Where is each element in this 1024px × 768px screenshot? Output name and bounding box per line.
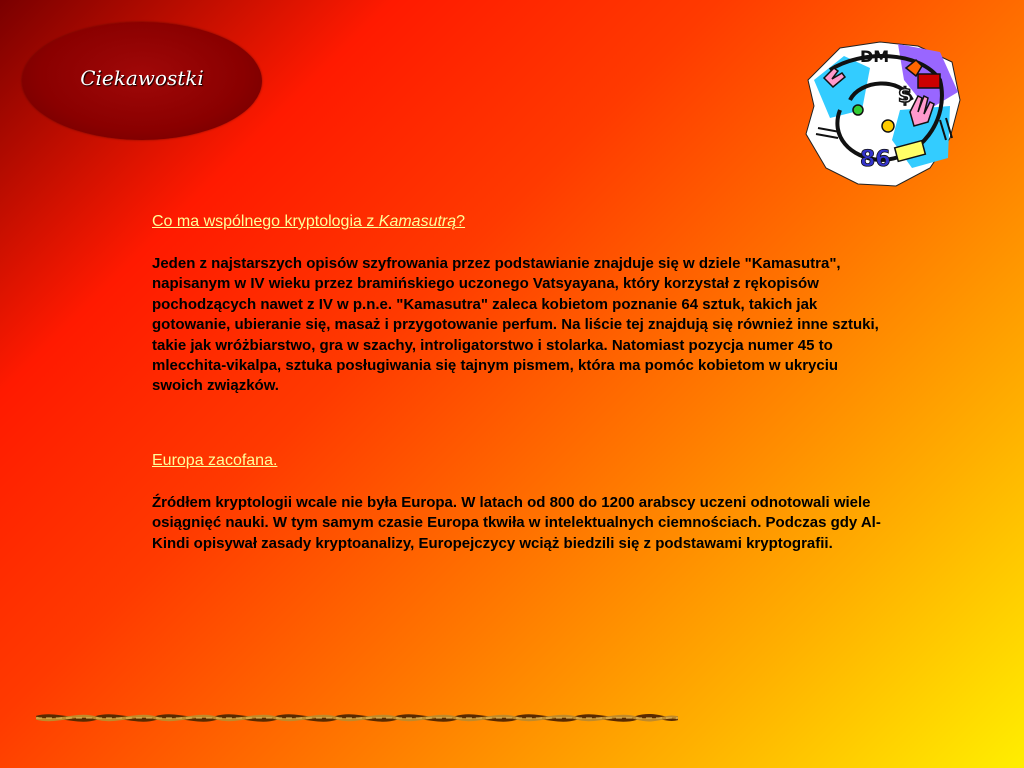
section1-heading-suffix: ?: [456, 213, 466, 230]
section2-heading: Europa zacofana.: [152, 451, 278, 469]
content-area: [152, 212, 892, 554]
section1-body: Jeden z najstarszych opisów szyfrowania przez podstawianie znajduje się w dziele "Kamasutra", napisanym w IV wieku przez bramińskiego uczonego Vatsyayana, który korzystał z rękopisów pochodzących nawet z IV w p.n.e. "Kamasutra" zaleca kobietom poznanie 64 sztuk, takich jak gotowanie, ubieranie się, masaż i przygotowanie perfum. Na liście tej znajdują się również inne sztuki, takie jak wróżbiarstwo, gra w szachy, introligatorstwo i stolarka. Natomiast pozycja numer 45 to mlecchita-vikalpa, sztuka posługiwania się tajnym pismem, która ma pomóc kobietom w ukryciu swoich związków.: [152, 255, 879, 395]
cryptography-clipart: [800, 40, 965, 188]
section2-body: Źródłem kryptologii wcale nie była Europa. W latach od 800 do 1200 arabscy uczeni odnotowali wiele osiągnięć nauki. W tym samym czasie Europa tkwiła w intelektualnych ciemnościach. Podczas gdy Al-Kindi opisywał zasady kryptoanalizy, Europejczycy wciąż biedzili się z podstawami kryptografii.: [152, 493, 881, 552]
section1-heading: [152, 212, 892, 232]
title-badge: [22, 22, 262, 140]
section1-heading-italic: Kamasutrą: [378, 213, 457, 230]
clipart-number: 86: [860, 147, 891, 172]
decorative-divider: [36, 710, 678, 726]
clipart-letters: DM: [860, 47, 890, 66]
badge-title: Ciekawostki: [80, 66, 204, 90]
section1-heading-prefix: Co ma wspólnego kryptologia z: [152, 213, 379, 230]
clipart-dollar: $: [898, 83, 912, 107]
